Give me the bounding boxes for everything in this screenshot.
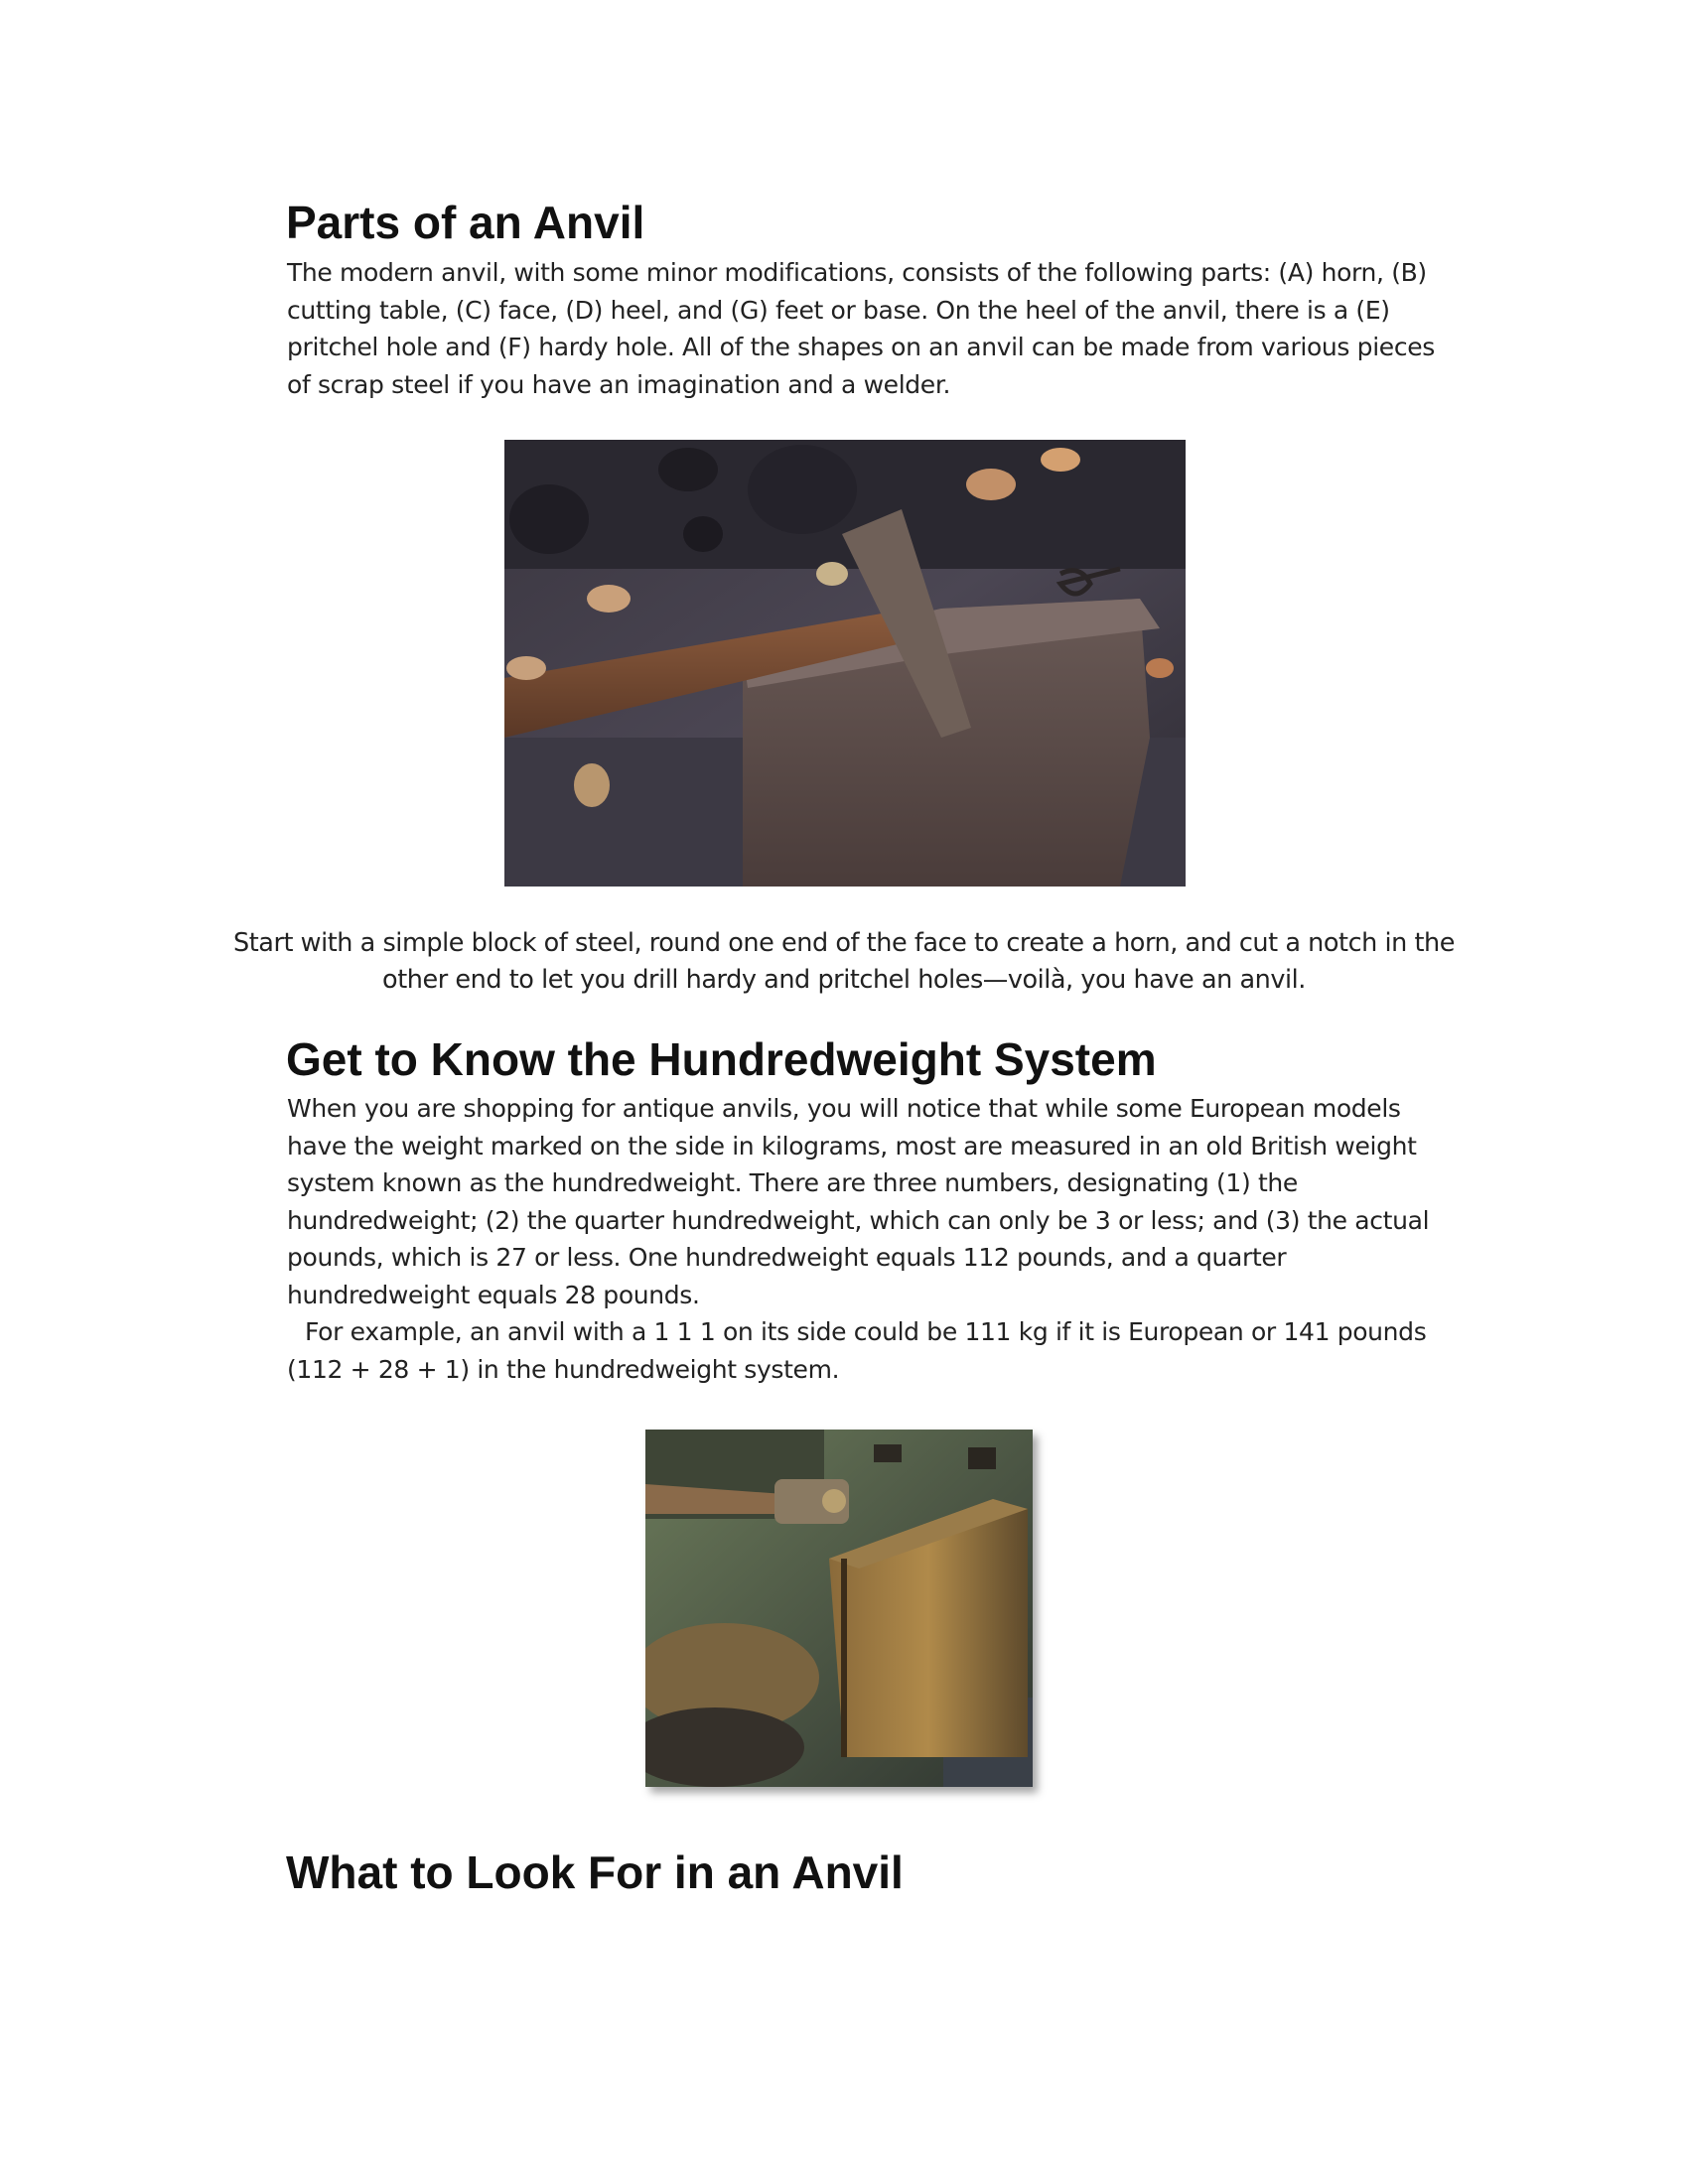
photo-caption: Start with a simple block of steel, round one end of the face to create a horn, and cut a notch in the other end to let you drill hardy and pritchel holes—voilà, you have an anvil. <box>232 928 1456 995</box>
scrap-steel-anvil-photo <box>504 440 1186 887</box>
heading-hundredweight-system: Get to Know the Hundredweight System <box>286 1033 1157 1085</box>
parts-paragraph <box>287 254 1459 403</box>
hundredweight-paragraph <box>287 1090 1459 1388</box>
paragraph-text: When you are shopping for antique anvils, you will notice that while some European models have the weight marked on the side in kilograms, most are measured in an old British weight system known as the hundredweight. There are three numbers, designating (1) the hundredweight; (2) the quarter hundredweight, which can only be 3 or less; and (3) the actual pounds, which is 27 or less. One hundredweight equals 112 pounds, and a quarter hundredweight equals 28 pounds. <box>287 1094 1430 1309</box>
heading-parts-of-an-anvil: Parts of an Anvil <box>286 197 645 248</box>
heading-what-to-look-for: What to Look For in an Anvil <box>286 1846 904 1898</box>
paragraph-text: For example, an anvil with a 1 1 1 on its side could be 111 kg if it is European or 141 pounds (112 + 28 + 1) in the hundredweight system. <box>287 1317 1427 1384</box>
paragraph-text: The modern anvil, with some minor modifications, consists of the following parts: (A) horn, (B) cutting table, (C) face, (D) heel, and (G) feet or base. On the heel of the anvil, there is a (E) pritchel hole and (F) hardy hole. All of the shapes on an anvil can be made from various pieces of scrap steel if you have an imagination and a welder. <box>287 258 1435 399</box>
antique-anvil-photo <box>645 1430 1033 1787</box>
